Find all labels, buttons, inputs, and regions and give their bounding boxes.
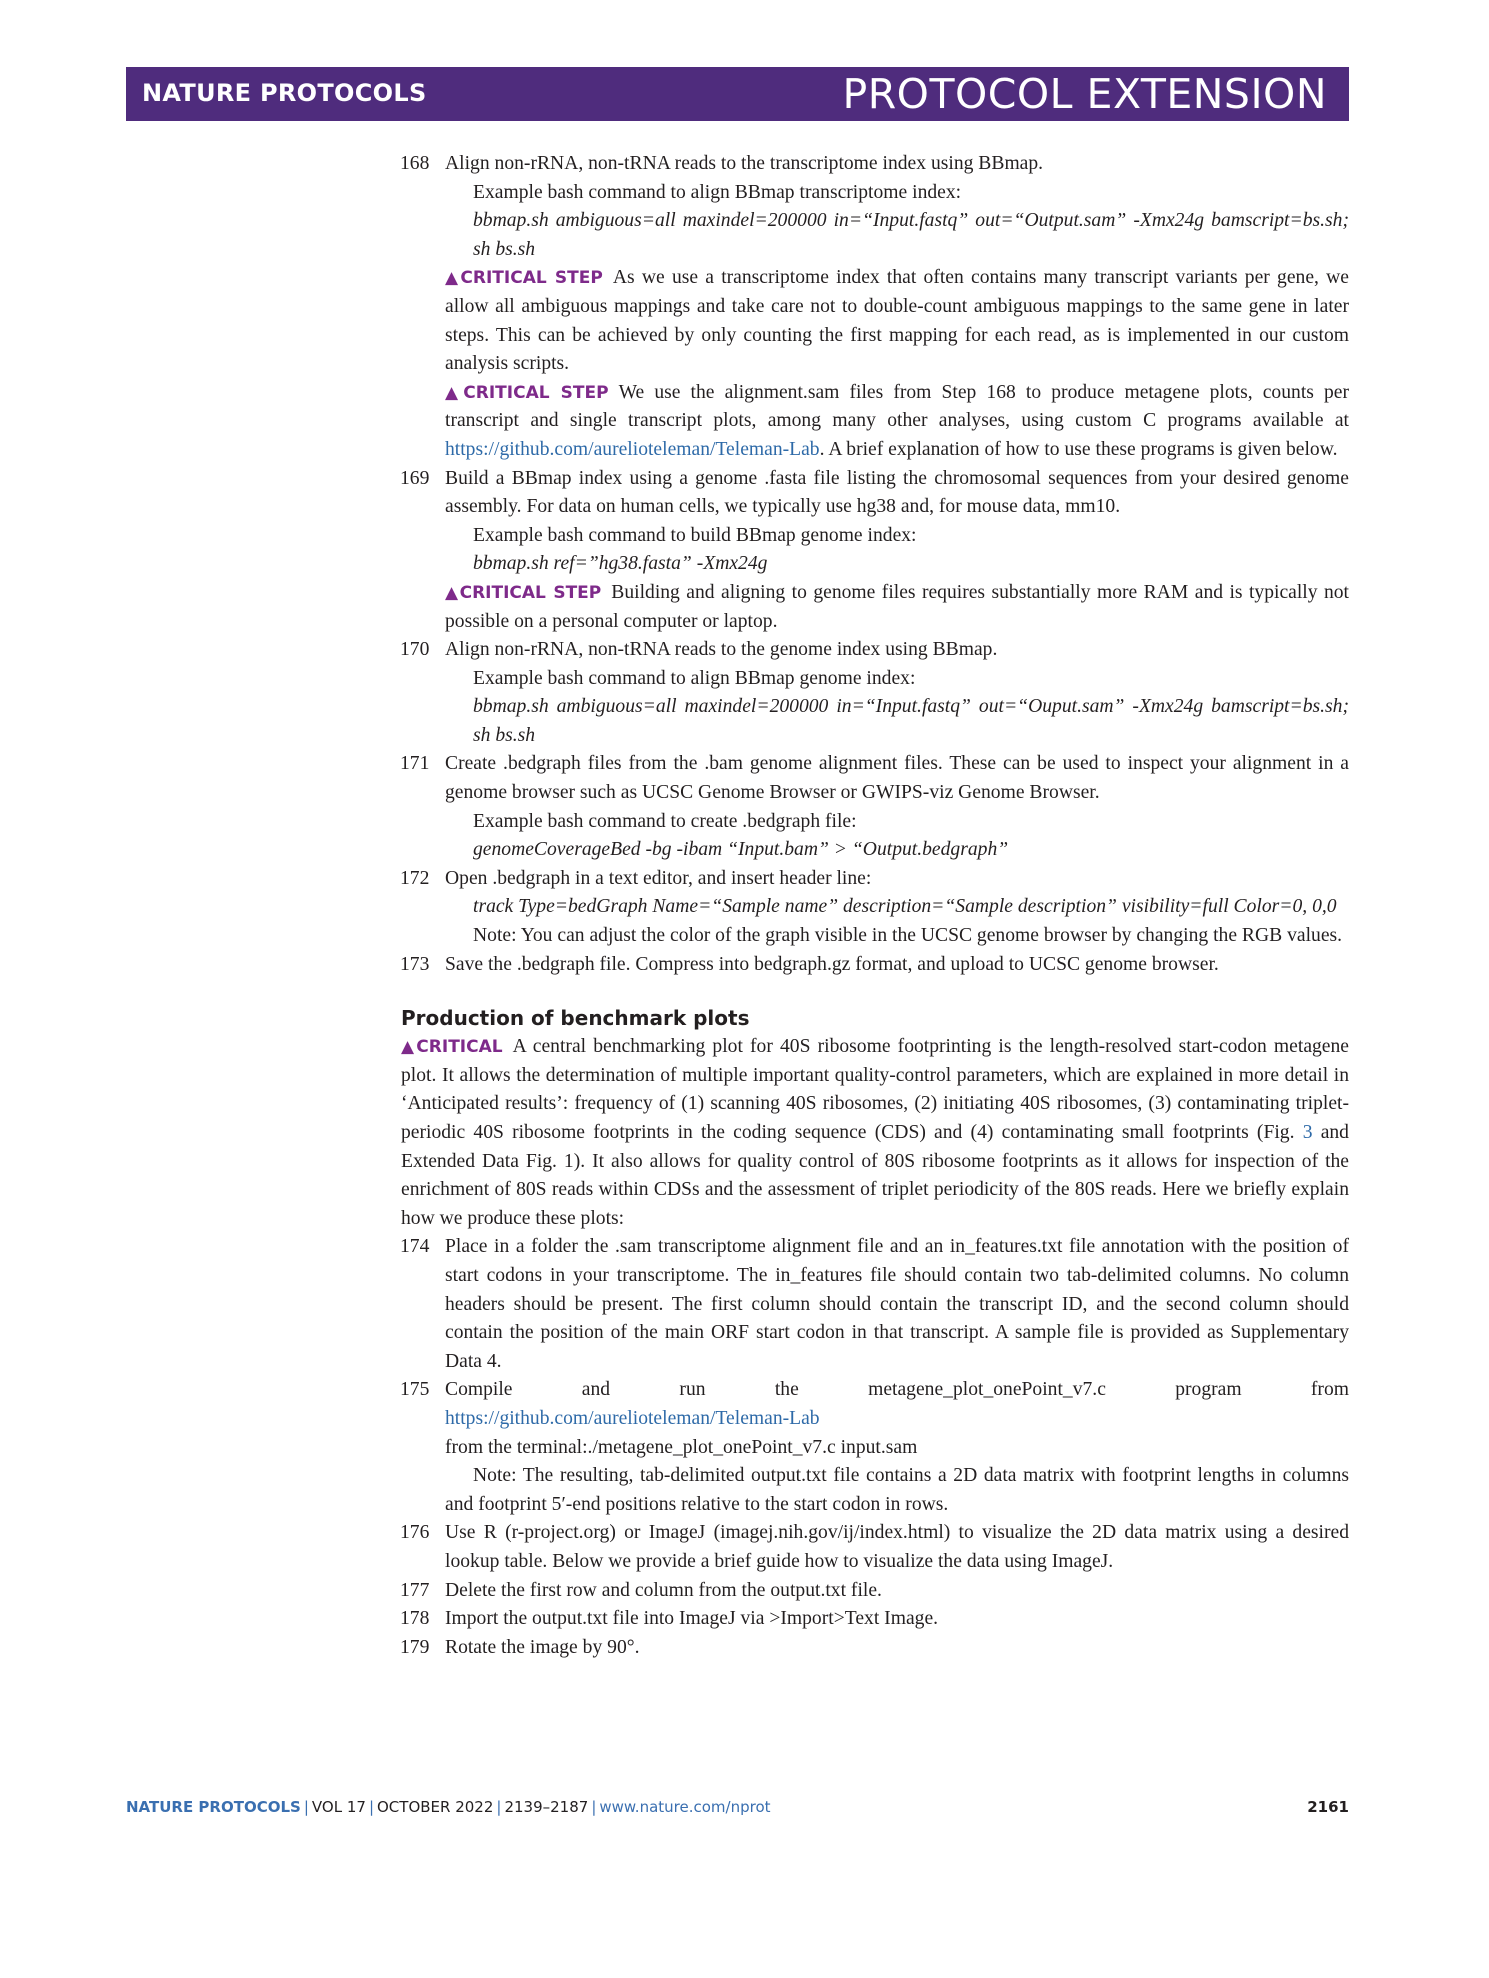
- critical-step-note: [445, 379, 1349, 465]
- step-number: 173: [400, 953, 430, 975]
- critical-step-text: Building and aligning to genome files requires substantially more RAM and is typically not possible on a personal computer or laptop.: [445, 581, 1349, 632]
- page-footer: NATURE PROTOCOLS | VOL 17 | OCTOBER 2022 | 2139–2187 | www.nature.com/nprot 2161: [126, 1798, 1349, 1816]
- step-number: 168: [400, 153, 430, 174]
- page-number: 2161: [1307, 1798, 1349, 1816]
- critical-step-text: We use the alignment.sam files from Step 168 to produce metagene plots, counts per transcript and single transcript plots, among many other analyses, using custom C programs available at: [445, 381, 1350, 432]
- figure-link[interactable]: 3: [1302, 1122, 1313, 1143]
- step-171: [400, 750, 1349, 864]
- critical-label: ▲CRITICAL: [401, 1037, 503, 1058]
- step-168: [400, 150, 1349, 465]
- main-content: [400, 150, 1349, 1662]
- step-number: 172: [400, 867, 430, 889]
- step-note: Note: You can adjust the color of the graph visible in the UCSC genome browser by changing the RGB values.: [473, 925, 1343, 947]
- step-text: [445, 1376, 1349, 1433]
- bash-command: genomeCoverageBed -bg -ibam “Input.bam” > “Output.bedgraph”: [473, 839, 1009, 861]
- step-177: [400, 1577, 1349, 1606]
- footer-url[interactable]: www.nature.com/nprot: [599, 1798, 771, 1816]
- step-text: Open .bedgraph in a text editor, and insert header line:: [445, 867, 872, 889]
- header-bar: [126, 67, 1349, 121]
- github-link[interactable]: https://github.com/aurelioteleman/Teleman-Lab: [445, 438, 820, 460]
- step-text-end: from the terminal:./metagene_plot_onePoint_v7.c input.sam: [445, 1436, 918, 1458]
- critical-step-label: ▲CRITICAL STEP: [445, 268, 603, 289]
- step-number: 170: [400, 639, 430, 661]
- journal-name: NATURE PROTOCOLS: [142, 79, 427, 107]
- section-heading: Production of benchmark plots: [401, 1006, 750, 1031]
- example-label: Example bash command to align BBmap genome index:: [473, 667, 916, 689]
- critical-step-text-end: . A brief explanation of how to use these programs is given below.: [819, 438, 1338, 460]
- critical-step-note: [445, 579, 1349, 636]
- step-number: 179: [400, 1636, 430, 1658]
- bash-command: bbmap.sh ambiguous=all maxindel=200000 in=“Input.fastq” out=“Output.sam” -Xmx24g bamscript=bs.sh; sh bs.sh: [473, 210, 1349, 260]
- step-text: Use R (r-project.org) or ImageJ (imagej.nih.gov/ij/index.html) to visualize the 2D data matrix using a desired lookup table. Below we provide a brief guide how to visualize the data using ImageJ.: [445, 1522, 1349, 1572]
- footer-volume: VOL 17: [311, 1798, 366, 1816]
- step-number: 174: [400, 1236, 430, 1258]
- step-175: [400, 1376, 1349, 1519]
- critical-step-label: ▲CRITICAL STEP: [445, 382, 609, 403]
- footer-journal: NATURE PROTOCOLS: [126, 1798, 301, 1816]
- step-172: [400, 865, 1349, 951]
- critical-step-note: [445, 264, 1349, 378]
- step-174: [400, 1233, 1349, 1376]
- step-text: Place in a folder the .sam transcriptome alignment file and an in_features.txt file annotation with the position of start codons in your transcriptome. The in_features file should contain two tab-delimited columns. No column headers should be present. The first column should contain the transcript ID, and the second column should contain the position of the main ORF start codon in that transcript. A sample file is provided as Supplementary Data 4.: [445, 1236, 1349, 1372]
- header-line-command: track Type=bedGraph Name=“Sample name” description=“Sample description” visibility=full Color=0, 0,0: [473, 896, 1337, 918]
- step-text: Import the output.txt file into ImageJ via >Import>Text Image.: [445, 1608, 939, 1630]
- step-text: Align non-rRNA, non-tRNA reads to the genome index using BBmap.: [445, 639, 998, 661]
- step-176: [400, 1519, 1349, 1576]
- bash-command: bbmap.sh ambiguous=all maxindel=200000 in=“Input.fastq” out=“Ouput.sam” -Xmx24g bamscript=bs.sh; sh bs.sh: [473, 696, 1349, 746]
- step-number: 175: [400, 1379, 430, 1401]
- step-173: [400, 951, 1349, 980]
- step-number: 176: [400, 1522, 430, 1544]
- example-label: Example bash command to create .bedgraph file:: [473, 810, 857, 832]
- step-number: 171: [400, 753, 430, 775]
- step-170: [400, 636, 1349, 750]
- footer-date: OCTOBER 2022: [377, 1798, 494, 1816]
- example-label: Example bash command to align BBmap transcriptome index:: [473, 181, 962, 203]
- critical-step-text: As we use a transcriptome index that often contains many transcript variants per gene, we allow all ambiguous mappings and take care not to double-count ambiguous mappings to the same gene in later steps. This can be achieved by only counting the first mapping for each read, as is implemented in our custom analysis scripts.: [445, 267, 1350, 375]
- step-text-start: Compile and run the metagene_plot_onePoint_v7.c program from: [445, 1379, 1349, 1401]
- step-number: 177: [400, 1579, 430, 1601]
- github-link[interactable]: https://github.com/aurelioteleman/Teleman-Lab: [445, 1407, 820, 1429]
- step-179: [400, 1634, 1349, 1663]
- step-number: 178: [400, 1608, 430, 1630]
- step-text: Save the .bedgraph file. Compress into bedgraph.gz format, and upload to UCSC genome browser.: [445, 953, 1219, 975]
- step-text: Rotate the image by 90°.: [445, 1636, 640, 1658]
- step-169: [400, 465, 1349, 637]
- bash-command: bbmap.sh ref=”hg38.fasta” -Xmx24g: [473, 553, 768, 575]
- critical-step-label: ▲CRITICAL STEP: [445, 582, 602, 603]
- step-text: Create .bedgraph files from the .bam genome alignment files. These can be used to inspect your alignment in a genome browser such as UCSC Genome Browser or GWIPS-viz Genome Browser.: [445, 753, 1349, 804]
- benchmark-section: [400, 1003, 1349, 1233]
- step-178: [400, 1605, 1349, 1634]
- step-note: Note: The resulting, tab-delimited output.txt file contains a 2D data matrix with footprint lengths in columns and footprint 5′-end positions relative to the start codon in rows.: [445, 1465, 1349, 1515]
- step-text: Delete the first row and column from the output.txt file.: [445, 1579, 882, 1601]
- critical-text-end: and Extended Data Fig. 1). It also allows for quality control of 80S ribosome footprints as it allows for inspection of the enrichment of 80S reads within CDSs and the assessment of triplet periodicity of the 80S reads. Here we briefly explain how we produce these plots:: [401, 1122, 1349, 1229]
- footer-pages: 2139–2187: [504, 1798, 589, 1816]
- article-type: PROTOCOL EXTENSION: [842, 70, 1327, 118]
- critical-text: A central benchmarking plot for 40S ribosome footprinting is the length-resolved start-codon metagene plot. It allows the determination of multiple important quality-control parameters, which are explained in more detail in ‘Anticipated results’: frequency of (1) scanning 40S ribosomes, (2) initiating 40S ribosomes, (3) contaminating triplet-periodic 40S ribosome footprints in the coding sequence (CDS) and (4) contaminating small footprints (Fig.: [401, 1036, 1350, 1143]
- step-number: 169: [400, 467, 430, 489]
- step-text: Build a BBmap index using a genome .fasta file listing the chromosomal sequences from your desired genome assembly. For data on human cells, we typically use hg38 and, for mouse data, mm10.: [445, 467, 1349, 518]
- step-text: Align non-rRNA, non-tRNA reads to the transcriptome index using BBmap.: [445, 153, 1044, 174]
- critical-note: [401, 1033, 1349, 1233]
- example-label: Example bash command to build BBmap genome index:: [473, 524, 917, 546]
